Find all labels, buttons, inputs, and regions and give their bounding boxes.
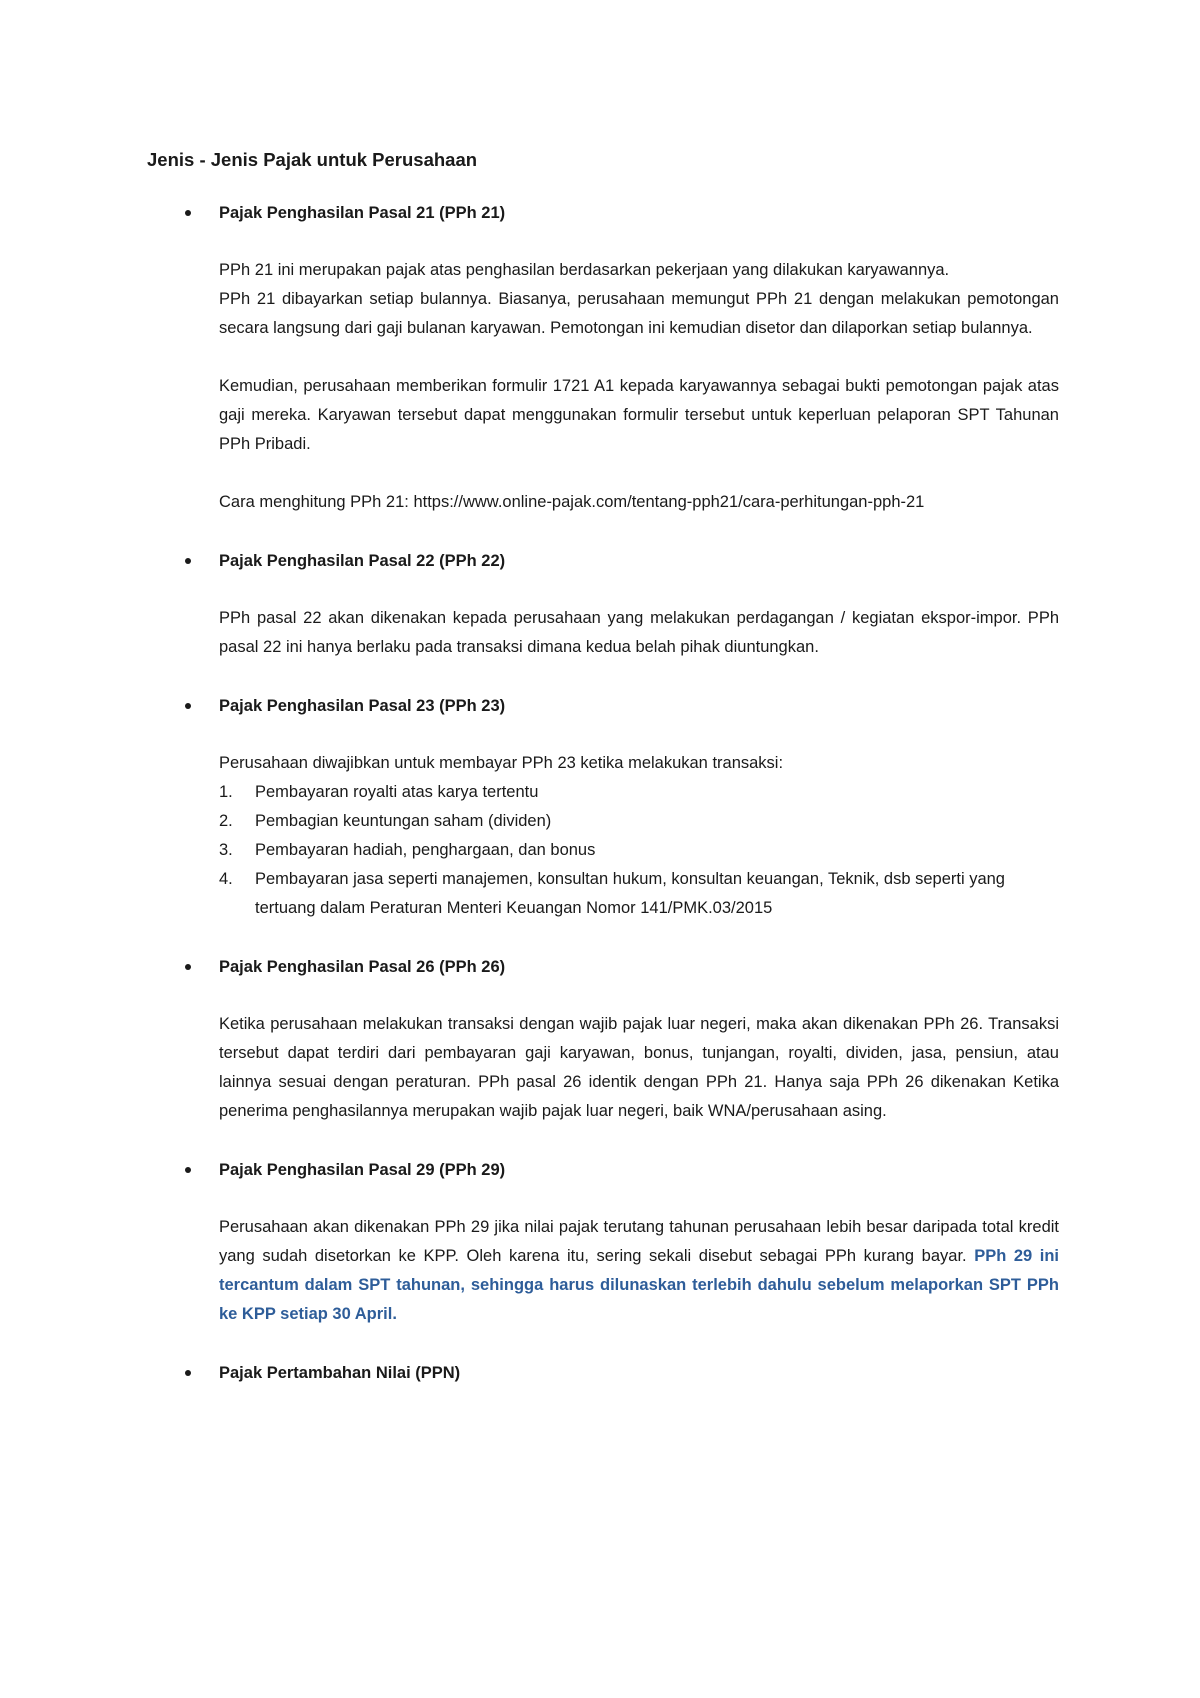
section-title-pph23: Pajak Penghasilan Pasal 23 (PPh 23)	[219, 697, 506, 715]
section-pph21	[147, 199, 1059, 517]
section-title-pph22: Pajak Penghasilan Pasal 22 (PPh 22)	[219, 552, 506, 570]
section-body-pph26	[219, 1010, 1059, 1126]
bullet-icon	[185, 964, 191, 970]
pph29-paragraph-1	[219, 1213, 1059, 1329]
section-body-pph29	[219, 1213, 1059, 1329]
list-item-number: 2.	[219, 812, 233, 830]
list-item-number: 4.	[219, 870, 233, 888]
pph21-paragraph-3: Kemudian, perusahaan memberikan formulir 1721 A1 kepada karyawannya sebagai bukti pemotongan pajak atas gaji mereka. Karyawan tersebut dapat menggunakan formulir tersebut untuk keperluan pelaporan SPT Tahunan PPh Pribadi.	[219, 377, 1059, 453]
pph26-paragraph-1: Ketika perusahaan melakukan transaksi dengan wajib pajak luar negeri, maka akan dikenakan PPh 26. Transaksi tersebut dapat terdiri dari pembayaran gaji karyawan, bonus, tunjangan, royalti, dividen, jasa, pensiun, atau lainnya sesuai dengan peraturan. PPh pasal 26 identik dengan PPh 21. Hanya saja PPh 26 dikenakan Ketika penerima penghasilannya merupakan wajib pajak luar negeri, baik WNA/perusahaan asing.	[219, 1015, 1059, 1120]
list-item-text: Pembayaran royalti atas karya tertentu	[255, 783, 539, 801]
section-ppn	[147, 1359, 1059, 1387]
document-page	[147, 146, 1059, 1387]
list-item	[219, 778, 1059, 807]
pph21-calculation-link: Cara menghitung PPh 21: https://www.online-pajak.com/tentang-pph21/cara-perhitungan-pph-21	[219, 493, 925, 511]
list-item-text: Pembayaran jasa seperti manajemen, konsultan hukum, konsultan keuangan, Teknik, dsb seperti yang tertuang dalam Peraturan Menteri Keuangan Nomor 141/PMK.03/2015	[255, 870, 1005, 917]
list-item	[219, 865, 1059, 923]
document-title: Jenis - Jenis Pajak untuk Perusahaan	[147, 149, 478, 170]
pph29-plain-text: Perusahaan akan dikenakan PPh 29 jika nilai pajak terutang tahunan perusahaan lebih besar daripada total kredit yang sudah disetorkan ke KPP. Oleh karena itu, sering sekali disebut sebagai PPh kurang bayar.	[219, 1218, 1059, 1265]
section-pph22	[147, 547, 1059, 662]
list-item	[219, 836, 1059, 865]
pph22-paragraph-1: PPh pasal 22 akan dikenakan kepada perusahaan yang melakukan perdagangan / kegiatan ekspor-impor. PPh pasal 22 ini hanya berlaku pada transaksi dimana kedua belah pihak diuntungkan.	[219, 609, 1059, 656]
section-title-ppn: Pajak Pertambahan Nilai (PPN)	[219, 1364, 461, 1382]
pph23-transaction-list	[219, 778, 1059, 923]
section-title-pph29: Pajak Penghasilan Pasal 29 (PPh 29)	[219, 1161, 506, 1179]
pph21-paragraph-2: PPh 21 dibayarkan setiap bulannya. Biasanya, perusahaan memungut PPh 21 dengan melakukan pemotongan secara langsung dari gaji bulanan karyawan. Pemotongan ini kemudian disetor dan dilaporkan setiap bulannya.	[219, 290, 1059, 337]
section-body-pph21	[219, 256, 1059, 517]
bullet-icon	[185, 703, 191, 709]
section-pph23	[147, 692, 1059, 923]
list-item-text: Pembagian keuntungan saham (dividen)	[255, 812, 552, 830]
section-pph26	[147, 953, 1059, 1126]
bullet-icon	[185, 558, 191, 564]
bullet-icon	[185, 1167, 191, 1173]
section-title-pph21: Pajak Penghasilan Pasal 21 (PPh 21)	[219, 204, 506, 222]
section-body-pph22	[219, 604, 1059, 662]
list-item-number: 3.	[219, 841, 233, 859]
section-title-pph26: Pajak Penghasilan Pasal 26 (PPh 26)	[219, 958, 506, 976]
pph21-paragraph-1: PPh 21 ini merupakan pajak atas penghasilan berdasarkan pekerjaan yang dilakukan karyawannya.	[219, 261, 950, 279]
list-item-number: 1.	[219, 783, 233, 801]
bullet-icon	[185, 1370, 191, 1376]
section-pph29	[147, 1156, 1059, 1329]
bullet-icon	[185, 210, 191, 216]
section-body-pph23	[219, 749, 1059, 923]
pph23-intro: Perusahaan diwajibkan untuk membayar PPh 23 ketika melakukan transaksi:	[219, 754, 784, 772]
pph29-emphasis-text: PPh 29 ini tercantum dalam SPT tahunan, sehingga harus dilunaskan terlebih dahulu sebelum melaporkan SPT PPh ke KPP setiap 30 April.	[219, 1247, 1059, 1323]
list-item-text: Pembayaran hadiah, penghargaan, dan bonus	[255, 841, 596, 859]
list-item	[219, 807, 1059, 836]
